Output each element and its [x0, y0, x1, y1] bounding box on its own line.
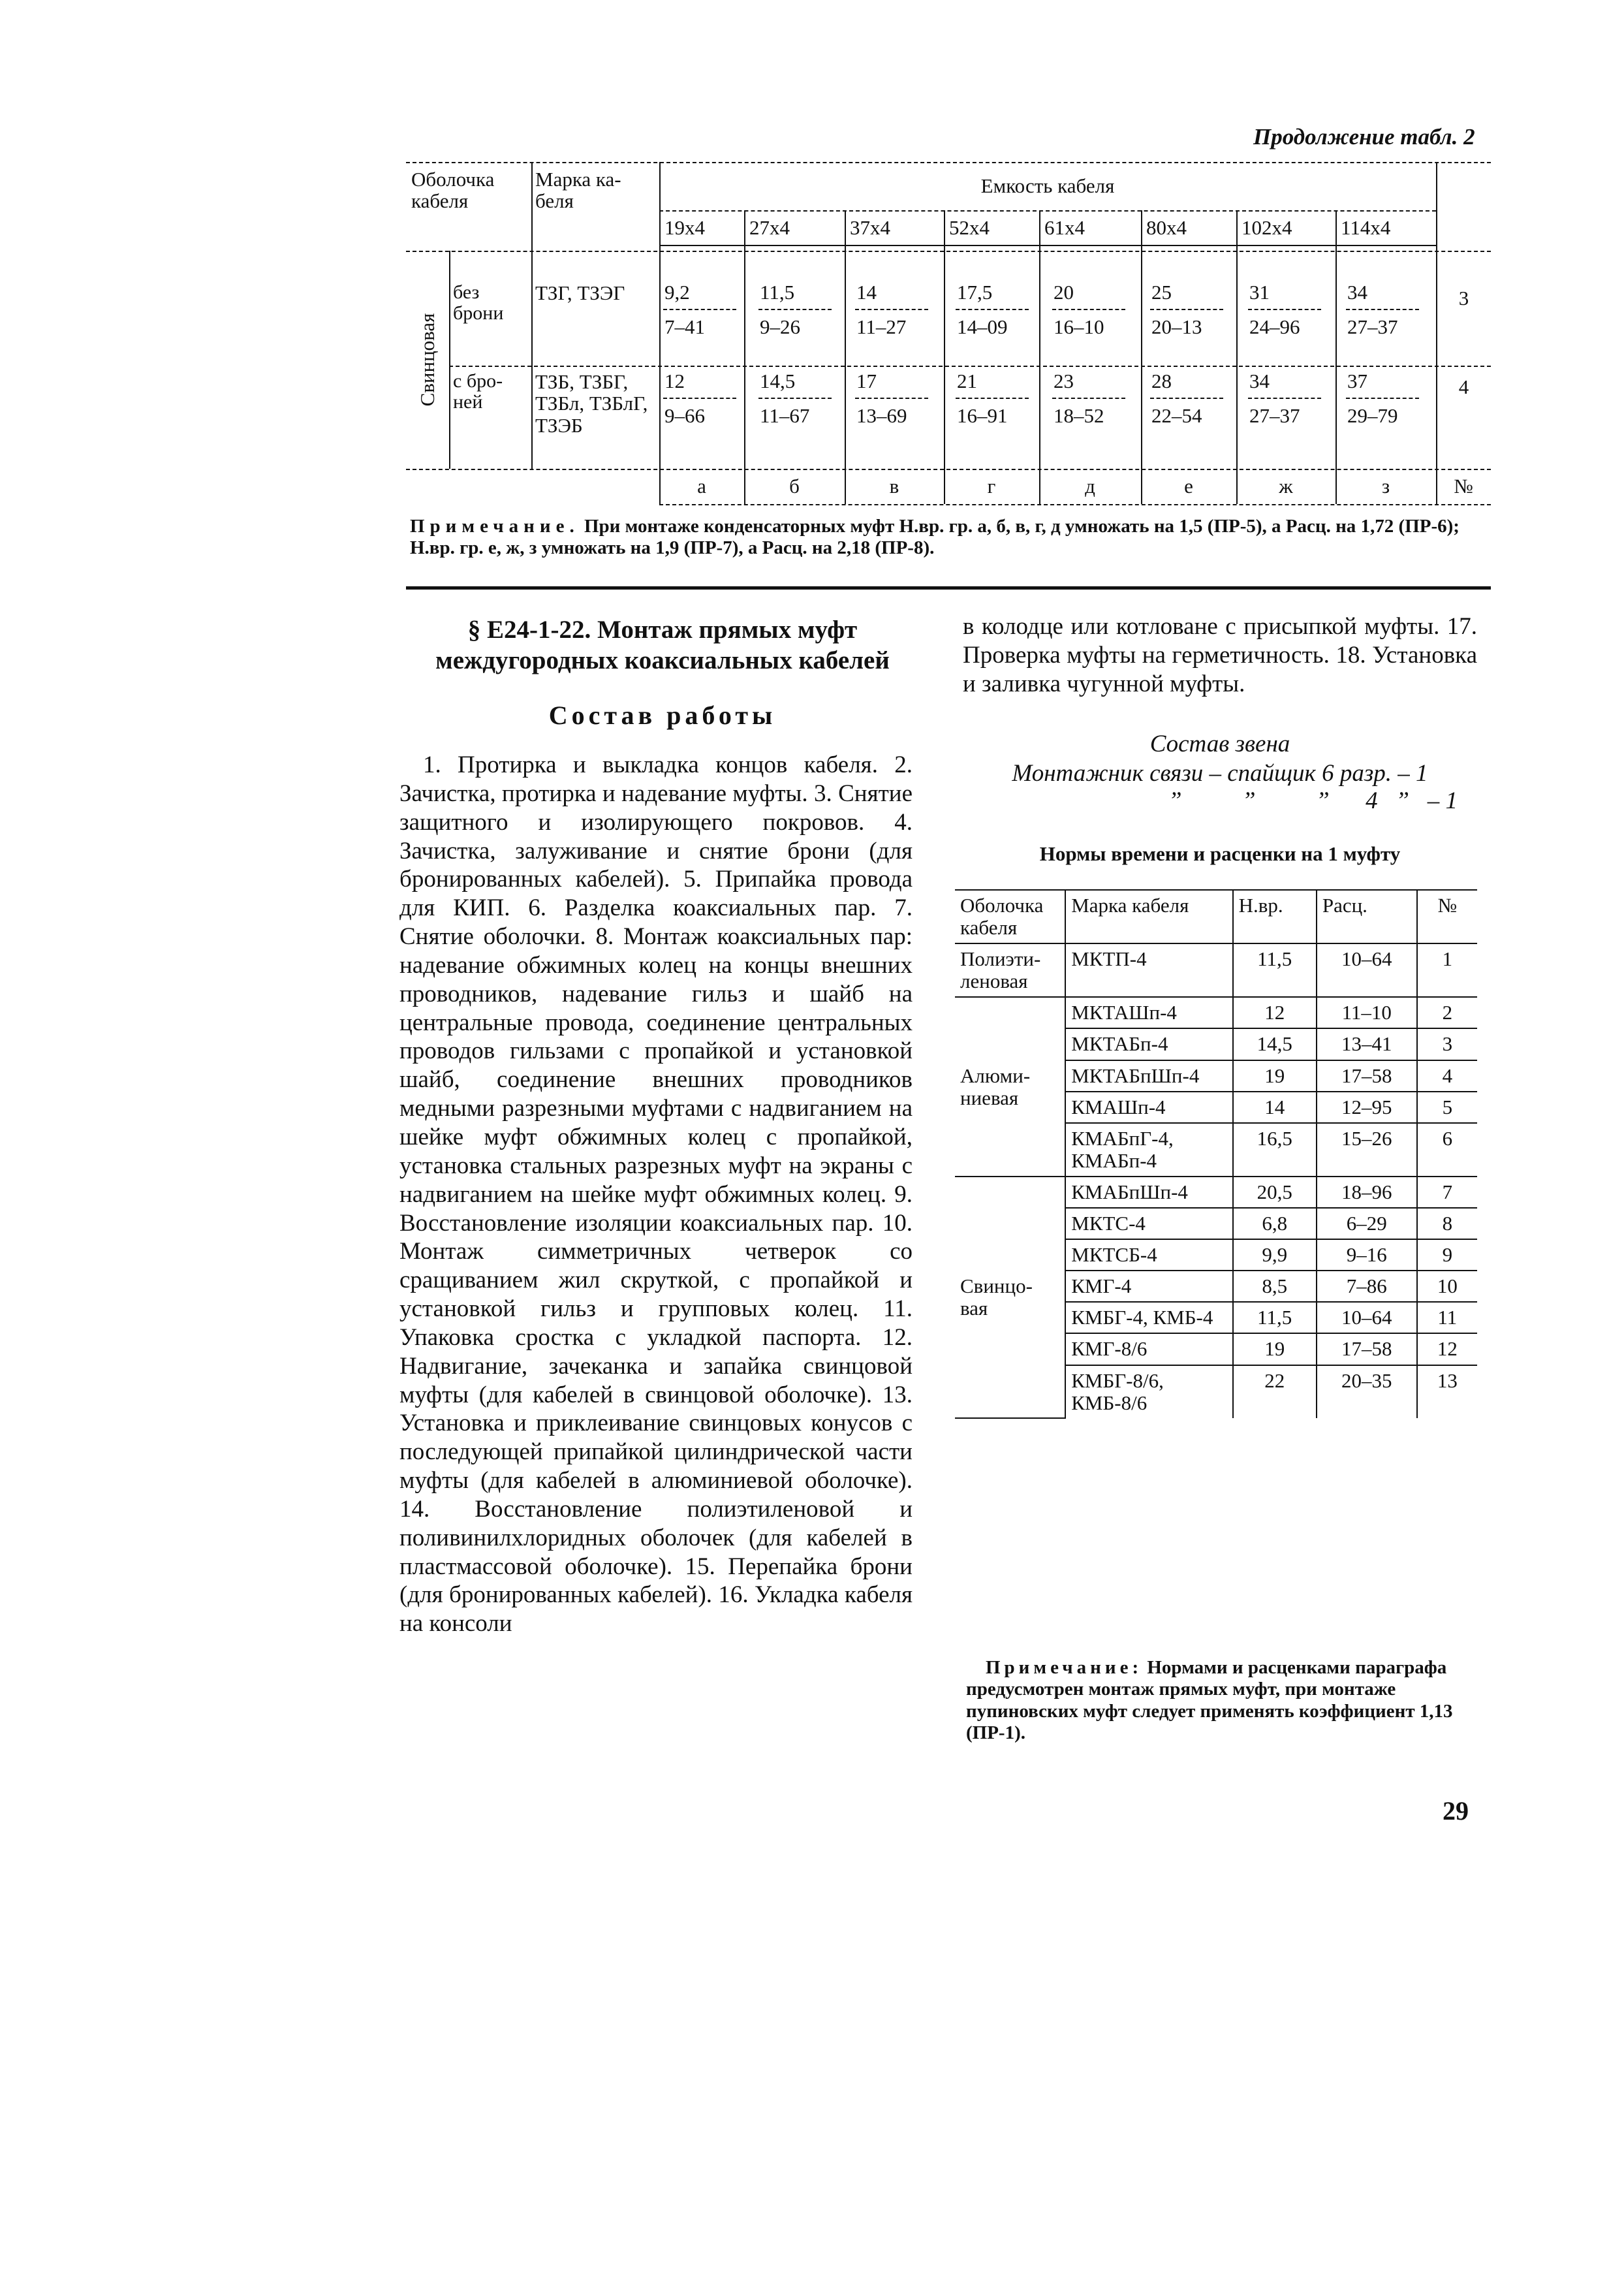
rate-value: 27–37 — [1347, 315, 1398, 338]
section-title: § Е24-1-22. Монтаж прямых муфт междугородных коаксиальных кабелей — [435, 616, 890, 674]
rate-value: 7–41 — [664, 315, 705, 338]
row1-cell-b — [756, 282, 832, 337]
table-cell: 1 — [1417, 943, 1477, 997]
row1-cell-c — [852, 282, 928, 337]
row1-cell-a — [661, 282, 736, 337]
table-norms — [955, 889, 1477, 1419]
continuation-label: Продолжение табл. 2 — [1253, 124, 1475, 150]
row1-brand: ТЗГ, ТЗЭГ — [535, 281, 625, 304]
note-2 — [966, 1657, 1475, 1744]
table-cell: КМАБпГ-4, КМАБп-4 — [1065, 1123, 1232, 1177]
table-cell: 11,5 — [1233, 1302, 1317, 1333]
capacity-col-3: 37х4 — [850, 215, 890, 239]
letter-g: ж — [1279, 475, 1293, 498]
row1-cell-e — [1050, 282, 1125, 337]
norm-value: 34 — [1249, 370, 1270, 392]
norm-value: 34 — [1347, 281, 1367, 304]
table-cell: 18–96 — [1317, 1177, 1417, 1208]
table-cell: КМГ-8/6 — [1065, 1333, 1232, 1365]
norm-value: 31 — [1249, 281, 1270, 304]
table-cell: 11 — [1417, 1302, 1477, 1333]
group-polyethylene: Полиэти- леновая — [955, 943, 1065, 997]
row2-cell-d — [953, 371, 1029, 426]
letter-c: в — [889, 475, 899, 498]
table-cell: КМГ-4 — [1065, 1271, 1232, 1302]
rate-value: 11–67 — [760, 404, 810, 427]
table-row — [955, 943, 1477, 997]
table-cell: 20,5 — [1233, 1177, 1317, 1208]
row2-cell-a — [661, 371, 736, 426]
th-rate: Расц. — [1317, 890, 1417, 943]
table-cell: 14 — [1233, 1092, 1317, 1123]
table-cell: 12 — [1233, 997, 1317, 1028]
letter-h: з — [1381, 475, 1390, 498]
table-cell: 2 — [1417, 997, 1477, 1028]
group-aluminium: Алюми- ниевая — [955, 997, 1065, 1177]
table-cell: 3 — [1417, 1028, 1477, 1060]
row1-cell-f — [1148, 282, 1223, 337]
row1-sub: без брони — [453, 281, 504, 324]
group-label-lead: Свинцовая — [416, 313, 439, 407]
row2-brand: ТЗБ, ТЗБГ, ТЗБл, ТЗБлГ, ТЗЭБ — [535, 370, 648, 437]
row2-cell-g — [1245, 371, 1321, 426]
table-cell: МКТС-4 — [1065, 1208, 1232, 1239]
crew-title: Состав звена — [1149, 731, 1290, 757]
row2-cell-c — [852, 371, 928, 426]
table-cell: МКТАШп-4 — [1065, 997, 1232, 1028]
norm-value: 25 — [1151, 281, 1172, 304]
table-cell: МКТАБпШп-4 — [1065, 1060, 1232, 1092]
table-cell: 6 — [1417, 1123, 1477, 1177]
norm-value: 11,5 — [760, 281, 795, 304]
row2-cell-e — [1050, 371, 1125, 426]
rate-value: 11–27 — [856, 315, 907, 338]
work-composition-continued: в колодце или котловане с присыпкой муфты. 17. Проверка муфты на герметичность. 18. Установка и заливка чугунной муфты. — [963, 613, 1477, 697]
header-sheath: Оболочка кабеля — [411, 168, 495, 213]
table-cell: 10 — [1417, 1271, 1477, 1302]
table-cell: 4 — [1417, 1060, 1477, 1092]
table-cell: 9 — [1417, 1239, 1477, 1271]
table-cell: МКТАБп-4 — [1065, 1028, 1232, 1060]
th-sheath: Оболочка кабеля — [955, 890, 1065, 943]
rate-value: 29–79 — [1347, 404, 1398, 427]
table-cell: МКТСБ-4 — [1065, 1239, 1232, 1271]
table-cell: 19 — [1233, 1333, 1317, 1365]
table-cell: 19 — [1233, 1060, 1317, 1092]
table-cell: 7–86 — [1317, 1271, 1417, 1302]
table-header-row — [955, 890, 1477, 943]
table-cell: 7 — [1417, 1177, 1477, 1208]
header-capacity: Емкость кабеля — [980, 174, 1115, 198]
letter-b: б — [789, 475, 800, 498]
table-cell: КМБГ-8/6, КМБ-8/6 — [1065, 1365, 1232, 1418]
th-num: № — [1417, 890, 1477, 943]
crew-line-2: ” ” ” 4 ” – 1 — [1168, 787, 1458, 814]
table-cell: 11,5 — [1233, 943, 1317, 997]
rate-value: 16–10 — [1054, 315, 1104, 338]
table-cell: 15–26 — [1317, 1123, 1417, 1177]
table-cell: 13 — [1417, 1365, 1477, 1418]
rate-value: 14–09 — [957, 315, 1008, 338]
row1-cell-d — [953, 282, 1029, 337]
norm-value: 14 — [856, 281, 877, 304]
table-cell: 11–10 — [1317, 997, 1417, 1028]
norm-value: 23 — [1054, 370, 1074, 392]
table-cell: КМБГ-4, КМБ-4 — [1065, 1302, 1232, 1333]
table-cell: 17–58 — [1317, 1333, 1417, 1365]
table-cell: 14,5 — [1233, 1028, 1317, 1060]
row1-num: 3 — [1458, 287, 1469, 310]
table-row — [955, 997, 1477, 1028]
work-composition-text: 1. Протирка и выкладка концов кабеля. 2. Зачистка, протирка и надевание муфты. 3. Снятие защитного и изолирующего покровов. 4. Зачистка, залуживание и снятие брони (для бронированных кабелей). 5. Припайка провода для КИП. 6. Разделка коаксиальных пар. 7. Снятие оболочки. 8. Монтаж коаксиальных пар: надевание обжимных колец на концы внешних проводников, надевание гильз и шайб на центральные провода, соединение центральных проводов гильзами с пропайкой и установкой шайб, соединение внешних проводников медными разрезными муфтами с надвиганием на шейке муфт обжимных колец с пропайкой, установка стальных разрезных муфт на экраны с надвиганием на шейке муфт обжимных колец. 9. Восстановление изоляции коаксиальных пар. 10. Монтаж симметричных четверок со сращиванием жил скруткой, с пропайкой и установкой гильз и групповых колец. 11. Упаковка сростка с укладкой паспорта. 12. Надвигание, зачеканка и запайка свинцовой муфты (для кабелей в свинцовой оболочке). 13. Установка и приклеивание свинцовых конусов с последующей припайкой цилиндрической части муфты (для кабелей в алюминиевой оболочке). 14. Восстановление полиэтиленовой и поливинилхлоридных оболочек (для кабелей в пластмассовой оболочке). 15. Перепайка брони (для бронированных кабелей). 16. Укладка кабеля на консоли — [399, 751, 913, 1637]
letter-a: а — [697, 475, 706, 498]
rate-value: 13–69 — [856, 404, 907, 427]
table-cell: КМАШп-4 — [1065, 1092, 1232, 1123]
table-cell: 22 — [1233, 1365, 1317, 1418]
table-cell: 13–41 — [1317, 1028, 1417, 1060]
table-cell: 10–64 — [1317, 943, 1417, 997]
table-cell: 16,5 — [1233, 1123, 1317, 1177]
norm-value: 17,5 — [957, 281, 993, 304]
norm-value: 14,5 — [760, 370, 796, 392]
table-cell: 12–95 — [1317, 1092, 1417, 1123]
table-cell: 8 — [1417, 1208, 1477, 1239]
rate-value: 24–96 — [1249, 315, 1300, 338]
table-cell: 6,8 — [1233, 1208, 1317, 1239]
table-cell: КМАБпШп-4 — [1065, 1177, 1232, 1208]
table-cell: 17–58 — [1317, 1060, 1417, 1092]
norm-value: 21 — [957, 370, 977, 392]
group-lead: Свинцо- вая — [955, 1177, 1065, 1418]
rate-value: 16–91 — [957, 404, 1008, 427]
capacity-col-6: 80х4 — [1146, 215, 1187, 239]
capacity-col-5: 61х4 — [1044, 215, 1085, 239]
capacity-col-1: 19х4 — [664, 215, 705, 239]
rate-value: 9–66 — [664, 404, 705, 427]
table-cell: 10–64 — [1317, 1302, 1417, 1333]
rate-value: 27–37 — [1249, 404, 1300, 427]
row2-cell-b — [756, 371, 832, 426]
letter-e: д — [1085, 475, 1095, 498]
table-cell: 12 — [1417, 1333, 1477, 1365]
capacity-col-2: 27х4 — [749, 215, 790, 239]
row2-sub: с бро- ней — [453, 370, 503, 413]
table-cell: 20–35 — [1317, 1365, 1417, 1418]
row1-cell-g — [1245, 282, 1321, 337]
norm-value: 28 — [1151, 370, 1172, 392]
norm-value: 37 — [1347, 370, 1367, 392]
table-cell: 9–16 — [1317, 1239, 1417, 1271]
crew-line-1: Монтажник связи – спайщик 6 разр. – 1 — [1012, 760, 1428, 787]
table-cell: 8,5 — [1233, 1271, 1317, 1302]
norm-value: 17 — [856, 370, 877, 392]
table-cell: 9,9 — [1233, 1239, 1317, 1271]
letter-num: № — [1454, 475, 1473, 498]
letter-f: е — [1184, 475, 1193, 498]
norm-value: 20 — [1054, 281, 1074, 304]
divider — [406, 586, 1491, 590]
row2-num: 4 — [1458, 375, 1469, 399]
capacity-col-4: 52х4 — [949, 215, 990, 239]
table-row — [955, 1177, 1477, 1208]
header-brand: Марка ка- беля — [535, 168, 621, 213]
th-norm: Н.вр. — [1233, 890, 1317, 943]
composition-title: Состав работы — [548, 701, 777, 730]
capacity-col-8: 114х4 — [1341, 215, 1391, 239]
rate-value: 9–26 — [760, 315, 800, 338]
row2-cell-h — [1343, 371, 1419, 426]
norm-value: 9,2 — [664, 281, 690, 304]
note-1-label: Примечание. — [410, 516, 580, 537]
note-1 — [410, 516, 1487, 560]
table-cell: МКТП-4 — [1065, 943, 1232, 997]
norm-value: 12 — [664, 370, 685, 392]
note-2-text: Нормами и расценками параграфа предусмотрен монтаж прямых муфт, при монтаже пупиновских муфт следует применять коэффициент 1,13 (ПР-1). — [966, 1657, 1453, 1744]
row2-cell-f — [1148, 371, 1223, 426]
note-1-text: При монтаже конденсаторных муфт Н.вр. гр. а, б, в, г, д умножать на 1,5 (ПР-5), а Расц. на 1,72 (ПР-6); Н.вр. гр. е, ж, з умножать на 1,9 (ПР-7), а Расц. на 2,18 (ПР-8). — [410, 516, 1460, 559]
note-2-label: Примечание: — [986, 1657, 1143, 1678]
rate-value: 18–52 — [1054, 404, 1104, 427]
table-cell: 6–29 — [1317, 1208, 1417, 1239]
th-brand: Марка кабеля — [1065, 890, 1232, 943]
norms-title: Нормы времени и расценки на 1 муфту — [1039, 842, 1401, 865]
capacity-col-7: 102х4 — [1241, 215, 1292, 239]
rate-value: 22–54 — [1151, 404, 1202, 427]
letter-d: г — [987, 475, 996, 498]
table-cell: 5 — [1417, 1092, 1477, 1123]
row1-cell-h — [1343, 282, 1419, 337]
page-number: 29 — [1443, 1796, 1469, 1826]
rate-value: 20–13 — [1151, 315, 1202, 338]
